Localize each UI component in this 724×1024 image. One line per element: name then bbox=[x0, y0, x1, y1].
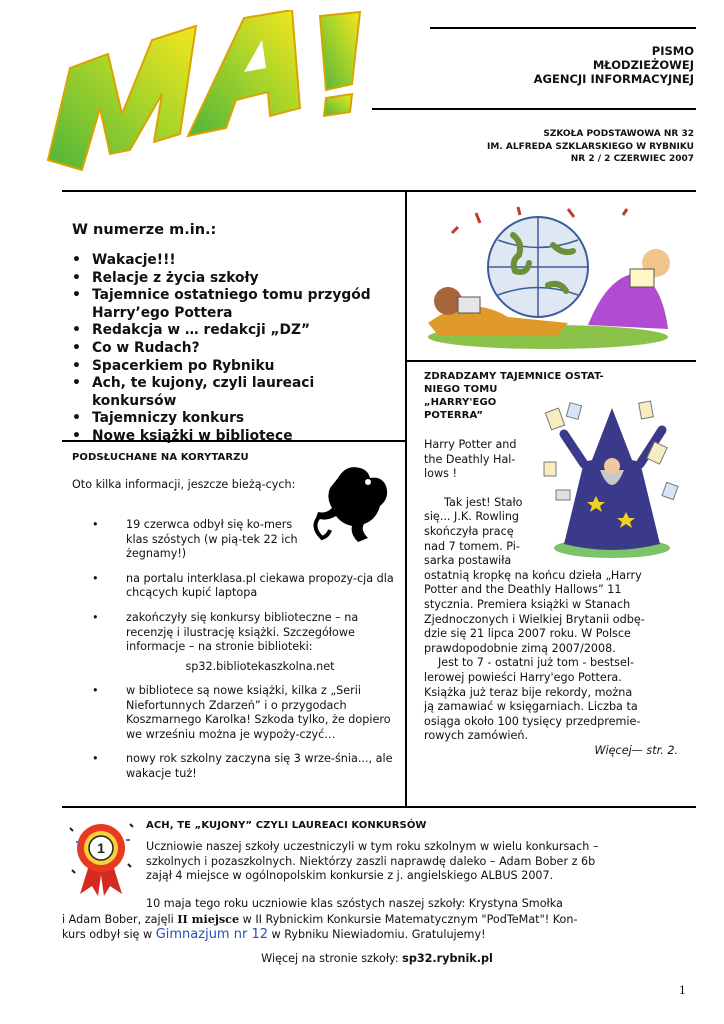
kujony-place-emphasis: II miejsce bbox=[177, 911, 240, 926]
toc-heading: W numerze m.in.: bbox=[72, 222, 217, 238]
news-item: • 19 czerwca odbył się ko-mers klas szóstych (w pią-tek 22 ich żegnamy!) bbox=[90, 518, 316, 562]
news-item: • w bibliotece są nowe książki, kilka z „Serii Niefortunnych Zdarzeń” i o przygodach Koszmarnego Karolka! Szkoda tylko, że dopiero we wrześniu można je wypoży-czyć… bbox=[90, 684, 394, 742]
harry-more-link[interactable]: Więcej— str. 2. bbox=[594, 743, 678, 757]
podsluchane-title: PODSŁUCHANE NA KORYTARZU bbox=[72, 452, 249, 463]
kujony-text: w Rybniku Niewiadomiu. Gratulujemy! bbox=[268, 928, 486, 941]
kujony-text: w II Rybnickim Konkursie Matematycznym "PodTeMat"! Kon- bbox=[239, 912, 578, 926]
podsluchane-list-continued bbox=[90, 684, 393, 782]
toc-item[interactable]: • Co w Rudach? bbox=[70, 340, 400, 358]
toc-list bbox=[70, 252, 400, 446]
harry-line: the Deathly Hal- bbox=[424, 452, 516, 466]
school-site-link[interactable]: sp32.rybnik.pl bbox=[402, 952, 493, 965]
harry-title-line-2: NIEGO TOMU bbox=[424, 384, 498, 395]
harry-line: sarka postawiła bbox=[424, 554, 512, 568]
toc-item[interactable]: • Nowe książki w bibliotece bbox=[70, 428, 400, 446]
toc-item[interactable]: • Wakacje!!! bbox=[70, 252, 400, 270]
podsluchane-intro: Oto kilka informacji, jeszcze bieżą-cych: bbox=[72, 478, 296, 491]
school-line-3: NR 2 / 2 CZERWIEC 2007 bbox=[570, 154, 694, 164]
kujony-line: 10 maja tego roku uczniowie klas szóstych naszej szkoły: Krystyna Smołka bbox=[146, 897, 563, 910]
kujony-line bbox=[62, 927, 692, 943]
kujony-text: kurs odbył się w bbox=[62, 928, 156, 941]
harry-line: dzie się 21 lipca 2007 roku. W Polsce bbox=[424, 627, 631, 641]
school-site-label: Więcej na stronie szkoły: bbox=[261, 952, 403, 965]
kujony-paragraph-1 bbox=[146, 840, 686, 884]
column-divider bbox=[405, 190, 407, 806]
podsluchane-list bbox=[90, 518, 394, 659]
harry-title-line-1: ZDRADZAMY TAJEMNICE OSTAT- bbox=[424, 371, 604, 382]
kujony-line: szkolnych i pozaszkolnych. Niektórzy zaszli naprawdę daleko – Adam Bober z 6b bbox=[146, 854, 596, 868]
frame-top-rule bbox=[62, 190, 696, 192]
frame-bottom-rule bbox=[62, 806, 696, 808]
school-site-line bbox=[62, 952, 692, 967]
toc-item[interactable]: • Tajemnice ostatniego tomu przygód Harry’ego Pottera bbox=[70, 287, 400, 322]
school-line-2: IM. ALFREDA SZKLARSKIEGO W RYBNIKU bbox=[487, 141, 694, 152]
right-image-rule bbox=[405, 360, 696, 362]
kujony-paragraph-2 bbox=[62, 896, 692, 943]
harry-line: rowych zamówień. bbox=[424, 729, 529, 743]
harry-line: Książka już teraz bije rekordy, można bbox=[424, 685, 633, 699]
medal-icon bbox=[66, 818, 136, 898]
news-item: • zakończyły się konkursy biblioteczne – na recenzję i ilustrację książki. Szczegółowe informacje – na stronie biblioteki: bbox=[90, 611, 394, 655]
kujony-text: i Adam Bober, zajęli bbox=[62, 912, 178, 926]
harry-line: nad 7 tomem. Pi- bbox=[424, 539, 520, 553]
publication-line-3: AGENCJI INFORMACYJNEJ bbox=[533, 72, 694, 86]
kujony-title: ACH, TE „KUJONY” CZYLI LAUREACI KONKURSÓW bbox=[146, 820, 427, 831]
kujony-line: zajął 4 miejsce w ogólnopolskim konkursie z j. angielskiego ALBUS 2007. bbox=[146, 869, 554, 883]
harry-line: Zjednoczonych i Wielkiej Brytanii odbę- bbox=[424, 612, 645, 626]
harry-line: się... J.K. Rowling bbox=[424, 510, 520, 524]
masthead-logo bbox=[30, 10, 410, 190]
harry-line: Potter and the Deathly Hallows” 11 bbox=[424, 583, 622, 597]
reading-kids-illustration bbox=[418, 205, 688, 355]
harry-title-line-4: POTERRA” bbox=[424, 410, 484, 421]
toc-item[interactable]: • Relacje z życia szkoły bbox=[70, 270, 400, 288]
harry-line: lows ! bbox=[424, 467, 457, 481]
harry-line: stycznia. Premiera książki w Stanach bbox=[424, 597, 631, 611]
publication-line-1: PISMO bbox=[651, 44, 694, 58]
library-url-link[interactable]: sp32.bibliotekaszkolna.net bbox=[185, 660, 335, 673]
harry-line: prawdopodobnie zimą 2007/2008. bbox=[424, 641, 616, 655]
publication-line-2: MŁODZIEŻOWEJ bbox=[592, 58, 694, 72]
harry-line: ostatnią kropkę na końcu dzieła „Harry bbox=[424, 568, 642, 582]
harry-line: ją zamawiać w księgarniach. Liczba ta bbox=[424, 700, 638, 714]
school-info bbox=[374, 128, 694, 166]
page-number: 1 bbox=[679, 984, 686, 997]
harry-line: Jest to 7 - ostatni już tom - bestsel- bbox=[438, 656, 635, 670]
header-rule-mid bbox=[372, 108, 696, 110]
harry-line: Tak jest! Stało bbox=[444, 495, 523, 509]
toc-item[interactable]: • Ach, te kujony, czyli laureaci konkursów bbox=[70, 375, 400, 410]
header-rule-top bbox=[430, 27, 696, 29]
harry-title-line-3: „HARRY'EGO bbox=[424, 397, 497, 408]
publication-name bbox=[434, 44, 694, 86]
gimnazjum-link[interactable]: Gimnazjum nr 12 bbox=[155, 927, 268, 942]
harry-line: osiąga około 100 tysięcy przedpremie- bbox=[424, 714, 641, 728]
kujony-line bbox=[62, 912, 692, 928]
toc-item[interactable]: • Spacerkiem po Rybniku bbox=[70, 358, 400, 376]
news-item: • nowy rok szkolny zaczyna się 3 wrze-śnia..., ale wakacje tuż! bbox=[90, 752, 394, 781]
harry-line: skończyła pracę bbox=[424, 524, 514, 538]
harry-line: lerowej powieści Harry'ego Pottera. bbox=[424, 670, 622, 684]
medal-number: 1 bbox=[97, 840, 105, 856]
school-line-1: SZKOŁA PODSTAWOWA NR 32 bbox=[543, 129, 694, 139]
toc-item[interactable]: • Redakcja w … redakcji „DZ” bbox=[70, 322, 400, 340]
toc-item[interactable]: • Tajemniczy konkurs bbox=[70, 410, 400, 428]
harry-line: Harry Potter and bbox=[424, 438, 517, 451]
news-item: • na portalu interklasa.pl ciekawa propozy-cja dla chcących kupić laptopa bbox=[90, 572, 394, 601]
kujony-line: Uczniowie naszej szkoły uczestniczyli w tym roku szkolnym w wielu konkursach – bbox=[146, 840, 599, 853]
harry-body bbox=[424, 438, 686, 758]
